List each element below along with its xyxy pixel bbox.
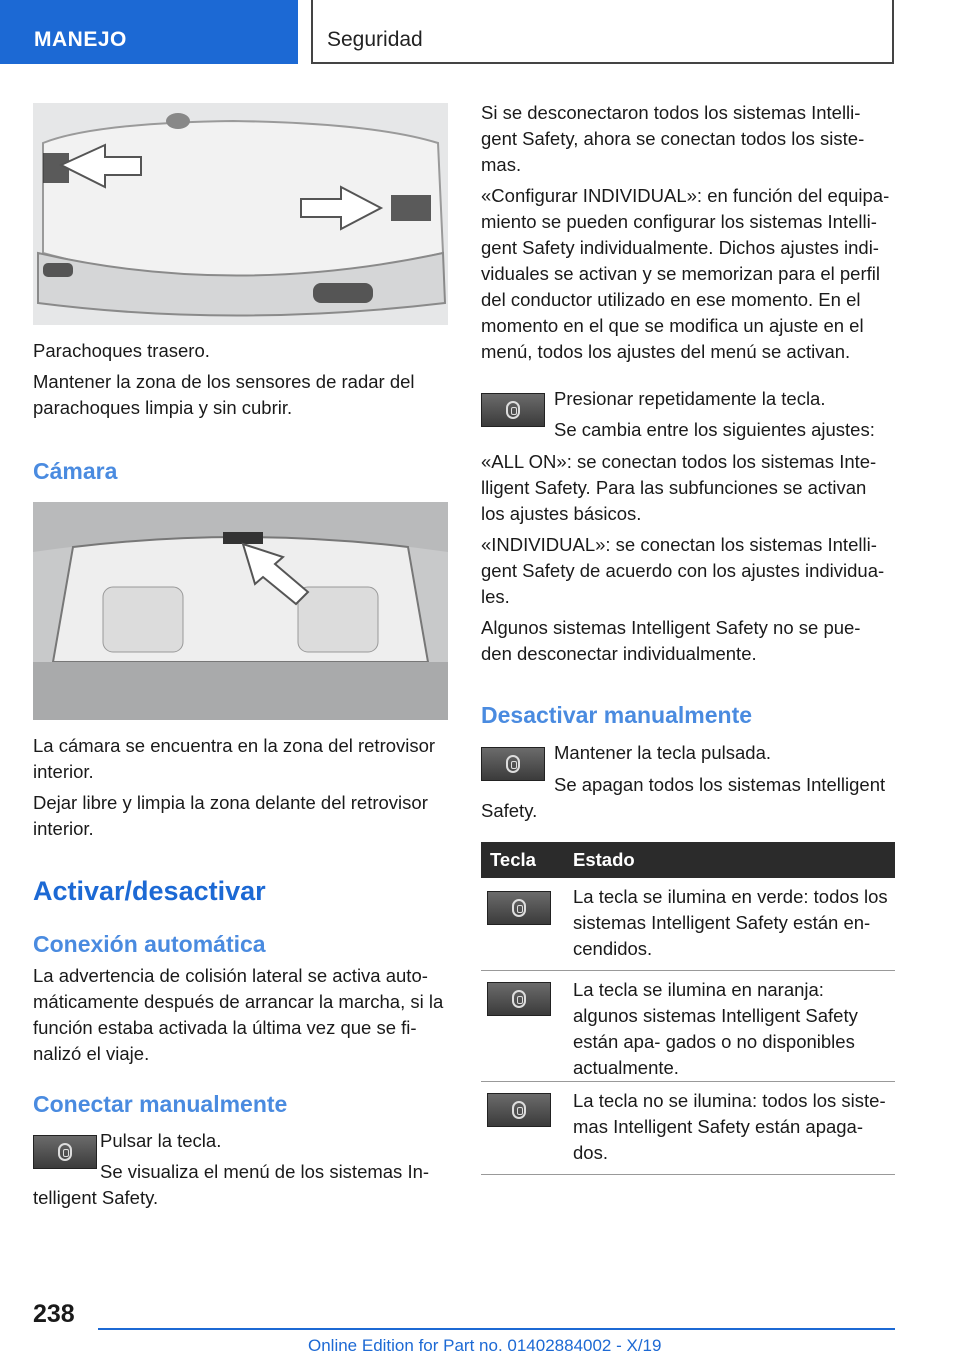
heading-activar-desactivar: Activar/desactivar [33, 876, 266, 906]
status-table [481, 842, 895, 1175]
chapter-title: Seguridad [327, 28, 423, 51]
caption-rear-bumper: Parachoques trasero. [33, 340, 210, 361]
paragraph: La advertencia de colisión lateral se activa auto- máticamente después de arrancar la marcha, si la función estaba activada la última vez que se fi- nalizó el viaje. [33, 965, 444, 1064]
intelligent-safety-button-icon [487, 891, 551, 925]
intelligent-safety-button-icon [487, 1093, 551, 1127]
table-row [481, 971, 895, 1082]
intelligent-safety-button-icon [487, 982, 551, 1016]
table-header-estado: Estado [564, 842, 895, 878]
instruction-pulsar: Pulsar la tecla. [100, 1130, 222, 1151]
paragraph: Mantener la zona de los sensores de radar del parachoques limpia y sin cubrir. [33, 371, 415, 418]
section-tab [0, 0, 298, 64]
instruction-visualiza: Se visualiza el menú de los sistemas In- telligent Safety. [33, 1161, 430, 1208]
instruction-apagan: Se apagan todos los sistemas Intelligent Safety. [481, 774, 886, 821]
paragraph: «INDIVIDUAL»: se conectan los sistemas Intelli- gent Safety de acuerdo con los ajustes individua- les. [481, 534, 885, 607]
paragraph: «ALL ON»: se conectan todos los sistemas Inte- lligent Safety. Para las subfunciones se activan los ajustes básicos. [481, 451, 877, 524]
paragraph: Si se desconectaron todos los sistemas Intelli- gent Safety, ahora se conectan todos los siste- mas. [481, 102, 865, 175]
paragraph: Dejar libre y limpia la zona delante del retrovisor interior. [33, 792, 428, 839]
intelligent-safety-button-icon [481, 393, 545, 427]
instruction-presionar: Presionar repetidamente la tecla. [554, 388, 826, 409]
heading-desactivar-manualmente: Desactivar manualmente [481, 702, 753, 728]
camera-image [33, 502, 448, 720]
page-number: 238 [33, 1300, 75, 1328]
paragraph: Algunos sistemas Intelligent Safety no se pue- den desconectar individualmente. [481, 617, 861, 664]
table-header-tecla: Tecla [481, 842, 564, 878]
instruction-mantener: Mantener la tecla pulsada. [554, 742, 771, 763]
footer-edition: Online Edition for Part no. 01402884002 - X/19 [308, 1336, 662, 1355]
footer-divider [98, 1328, 895, 1330]
instruction-cambia: Se cambia entre los siguientes ajustes: [554, 419, 875, 440]
table-cell-estado: La tecla se ilumina en verde: todos los sistemas Intelligent Safety están en- cendidos. [564, 878, 895, 971]
section-title: MANEJO [34, 28, 127, 51]
table-row [481, 1082, 895, 1175]
table-cell-estado: La tecla se ilumina en naranja: algunos sistemas Intelligent Safety están apa- gados o no disponibles actualmente. [564, 971, 895, 1082]
rear-bumper-image [33, 103, 448, 325]
heading-camara: Cámara [33, 458, 118, 484]
heading-conectar-manualmente: Conectar manualmente [33, 1091, 288, 1117]
table-row [481, 878, 895, 971]
paragraph: «Configurar INDIVIDUAL»: en función del equipa- miento se pueden configurar los sistemas Intelli- gent Safety individualmente. Dichos ajustes indi- viduales se activan y se memorizan para el perfil del conductor utilizado en ese momento. En el momento en el que se modifica un ajuste en el menú, todos los ajustes del menú se activan. [481, 185, 890, 362]
paragraph: La cámara se encuentra en la zona del retrovisor interior. [33, 735, 436, 782]
chapter-tab [311, 0, 894, 64]
table-cell-estado: La tecla no se ilumina: todos los siste- mas Intelligent Safety están apaga- dos. [564, 1082, 895, 1175]
heading-conexion-automatica: Conexión automática [33, 931, 266, 957]
